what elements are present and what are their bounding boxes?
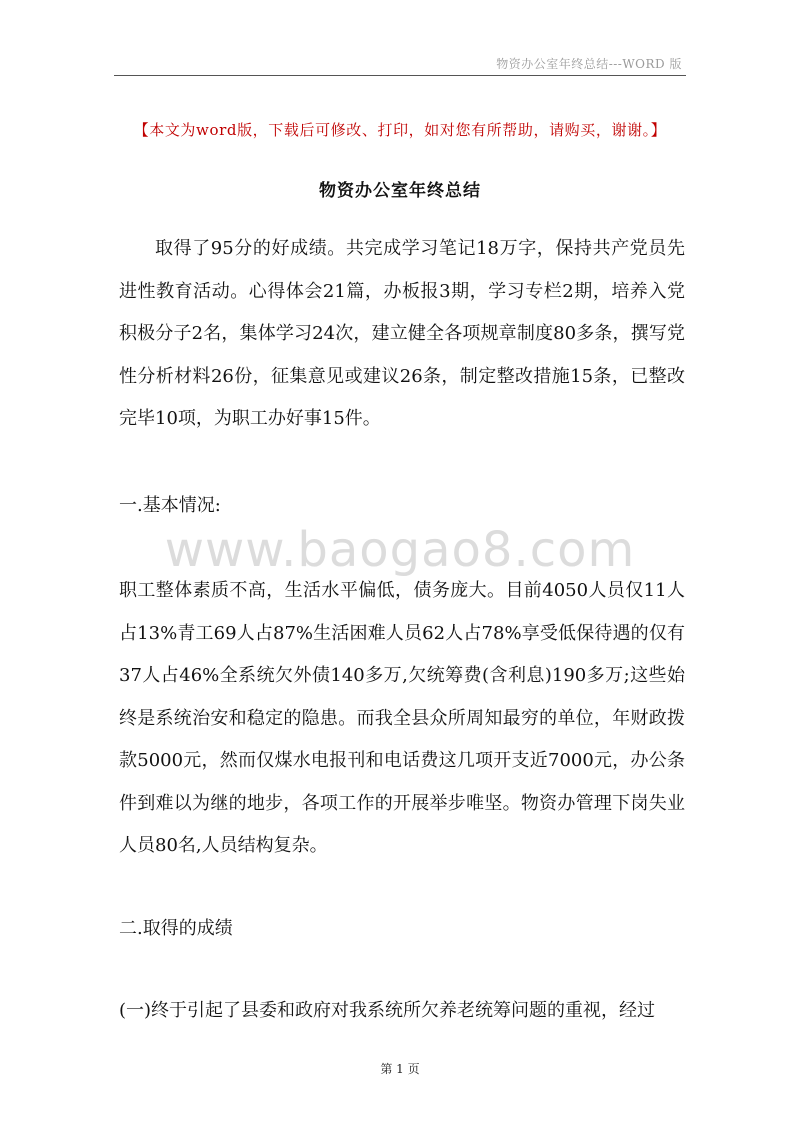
section-heading-basic-situation: 一.基本情况: — [119, 495, 221, 516]
paragraph-basic-situation: 职工整体素质不高，生活水平偏低，债务庞大。目前4050人员仅11人占13%青工69人占87%生活困难人员62人占78%享受低保待遇的仅有37人占46%全系统欠外债140多万,欠统筹费(含利息)190多万;这些始终是系统治安和稳定的隐患。而我全县众所周知最穷的单位，年财政拨款5000元，然而仅煤水电报刊和电话费这几项开支近7000元，办公条件到难以为继的地步，各项工作的开展举步唯坚。物资办管理下岗失业人员80名,人员结构复杂。 — [119, 580, 685, 856]
watermark: www.baogao8.com — [164, 522, 636, 578]
download-notice: 【本文为word版，下载后可修改、打印，如对您有所帮助，请购买，谢谢。】 — [133, 121, 667, 139]
paragraph-achievements: 取得了95分的好成绩。共完成学习笔记18万字，保持共产党员先进性教育活动。心得体会21篇，办板报3期，学习专栏2期，培养入党积极分子2名，集体学习24次，建立健全各项规章制度80多条，撰写党性分析材料26份，征集意见或建议26条，制定整改措施15条，已整改完毕10项，为职工办好事15件。 — [119, 238, 685, 429]
section-heading-results: 二.取得的成绩 — [119, 918, 233, 939]
header-divider — [114, 75, 686, 76]
document-title: 物资办公室年终总结 — [319, 181, 481, 201]
page-number: 第 1 页 — [380, 1062, 420, 1076]
paragraph-results: (一)终于引起了县委和政府对我系统所欠养老统筹问题的重视，经过 — [119, 1000, 656, 1021]
running-header: 物资办公室年终总结---WORD 版 — [496, 57, 682, 71]
